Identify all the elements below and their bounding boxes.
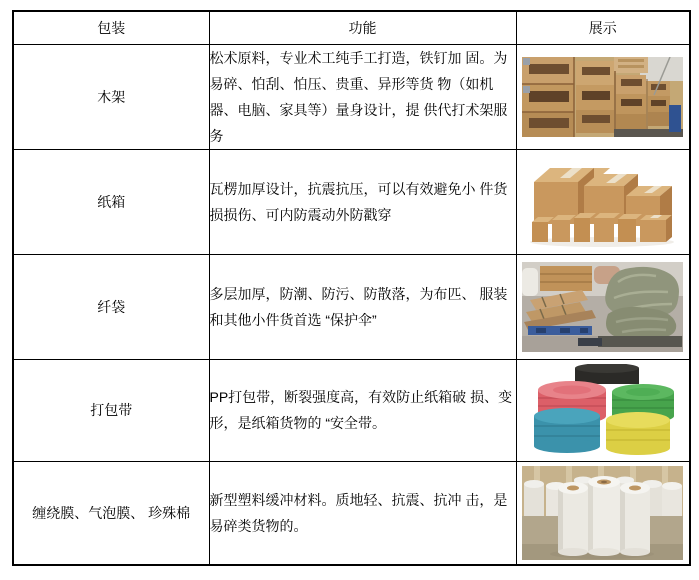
packaging-name-cell: 纸箱 [13, 149, 209, 254]
packaging-name-cell: 木架 [13, 44, 209, 149]
table-row [13, 461, 690, 565]
photo-cell [516, 359, 690, 461]
table-header-row [13, 11, 690, 44]
table-row [13, 149, 690, 254]
cardboard-boxes-photo [522, 156, 683, 248]
header-cell-function: 功能 [209, 11, 516, 44]
function-desc-cell: 瓦楞加厚设计，抗震抗压，可以有效避免小 件货损损伤、可内防震动外防戳穿 [209, 149, 516, 254]
function-desc-cell: 多层加厚，防潮、防污、防散落，为布匹、 服装和其他小件货首选 “保护伞” [209, 254, 516, 359]
wooden-crates-photo [522, 57, 683, 137]
packaging-table [12, 10, 691, 566]
function-desc-cell: 新型塑料缓冲材料。质地轻、抗震、抗冲 击，是易碎类货物的。 [209, 461, 516, 565]
stretch-film-rolls-photo [522, 466, 683, 560]
table-row [13, 44, 690, 149]
header-cell-display: 展示 [516, 11, 690, 44]
photo-cell [516, 149, 690, 254]
fiber-bags-photo [522, 262, 683, 352]
photo-cell [516, 44, 690, 149]
photo-cell [516, 461, 690, 565]
header-cell-packaging: 包装 [13, 11, 209, 44]
table-row [13, 254, 690, 359]
table-row [13, 359, 690, 461]
packing-straps-photo [522, 364, 683, 456]
packaging-name-cell: 缠绕膜、气泡膜、 珍殊棉 [13, 461, 209, 565]
function-desc-cell: PP打包带，断裂强度高，有效防止纸箱破 损、变形，是纸箱货物的 “安全带。 [209, 359, 516, 461]
packaging-name-cell: 纤袋 [13, 254, 209, 359]
function-desc-cell: 松术原料，专业术工纯手工打造，铁钉加 固。为易碎、怕刮、怕压、贵重、异形等货 物（如机器、电脑、家具等）量身设计，提 供代打术架服务 [209, 44, 516, 149]
packaging-name-cell: 打包带 [13, 359, 209, 461]
photo-cell [516, 254, 690, 359]
